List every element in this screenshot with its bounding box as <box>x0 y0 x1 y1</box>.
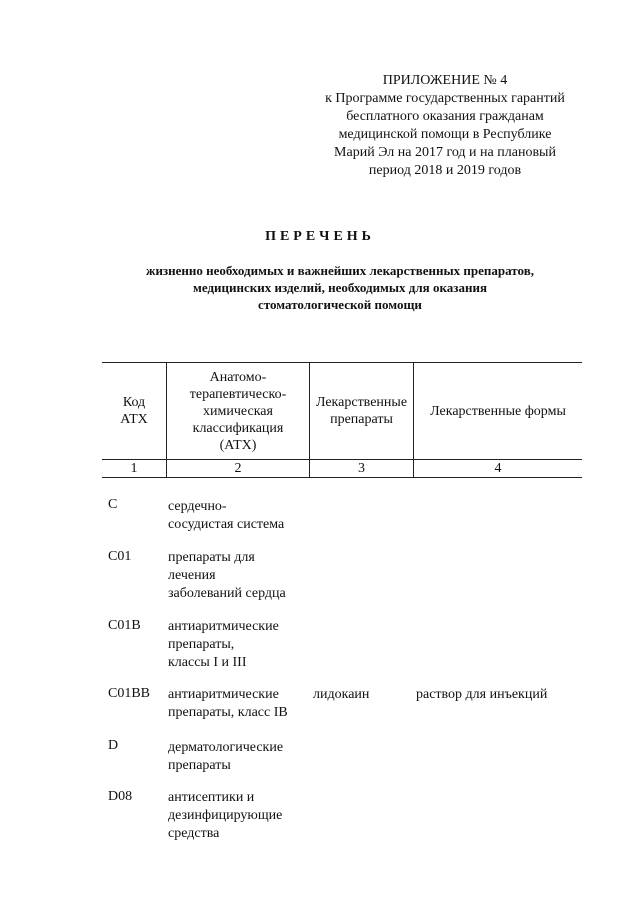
appendix-header <box>300 72 590 180</box>
table-header <box>102 362 582 478</box>
subtitle-line: медицинских изделий, необходимых для оказания <box>193 280 487 295</box>
row-name: антисептики и дезинфицирующие средства <box>168 790 283 841</box>
row-name: препараты для лечения заболеваний сердца <box>168 550 286 601</box>
appendix-line: медицинской помощи в Республике <box>338 127 552 142</box>
document-subtitle <box>100 262 580 313</box>
header-forms: Лекарственные формы <box>414 363 583 460</box>
document-title: ПЕРЕЧЕНЬ <box>265 229 375 244</box>
appendix-line: период 2018 и 2019 годов <box>368 163 522 178</box>
header-preparations: Лекарственные препараты <box>310 363 414 460</box>
column-number: 3 <box>310 460 414 478</box>
row-code: С <box>108 497 118 512</box>
row-code: С01ВВ <box>108 686 151 701</box>
header-classification: Анатомо- терапевтическо- химическая классификация (АТХ) <box>167 363 310 460</box>
row-name: антиаритмические препараты, классы I и III <box>168 619 279 670</box>
row-name: антиаритмические препараты, класс IВ <box>168 687 288 720</box>
column-number: 4 <box>414 460 583 478</box>
subtitle-line: стоматологической помощи <box>258 297 422 312</box>
row-code: D <box>108 738 119 753</box>
row-code: С01 <box>108 549 132 564</box>
column-number: 2 <box>167 460 310 478</box>
column-number: 1 <box>102 460 167 478</box>
appendix-line: ПРИЛОЖЕНИЕ № 4 <box>382 73 508 88</box>
row-name: дерматологические препараты <box>168 740 284 773</box>
row-code: D08 <box>108 789 133 804</box>
appendix-line: бесплатного оказания гражданам <box>346 109 544 124</box>
appendix-line: Марий Эл на 2017 год и на плановый <box>334 145 556 160</box>
row-code: С01В <box>108 618 141 633</box>
row-preparation: лидокаин <box>313 687 370 702</box>
row-name: сердечно- сосудистая система <box>168 499 285 532</box>
subtitle-line: жизненно необходимых и важнейших лекарственных препаратов, <box>146 263 534 278</box>
header-code: Код АТХ <box>102 363 167 460</box>
appendix-line: к Программе государственных гарантий <box>325 91 565 106</box>
row-form: раствор для инъекций <box>416 687 548 702</box>
